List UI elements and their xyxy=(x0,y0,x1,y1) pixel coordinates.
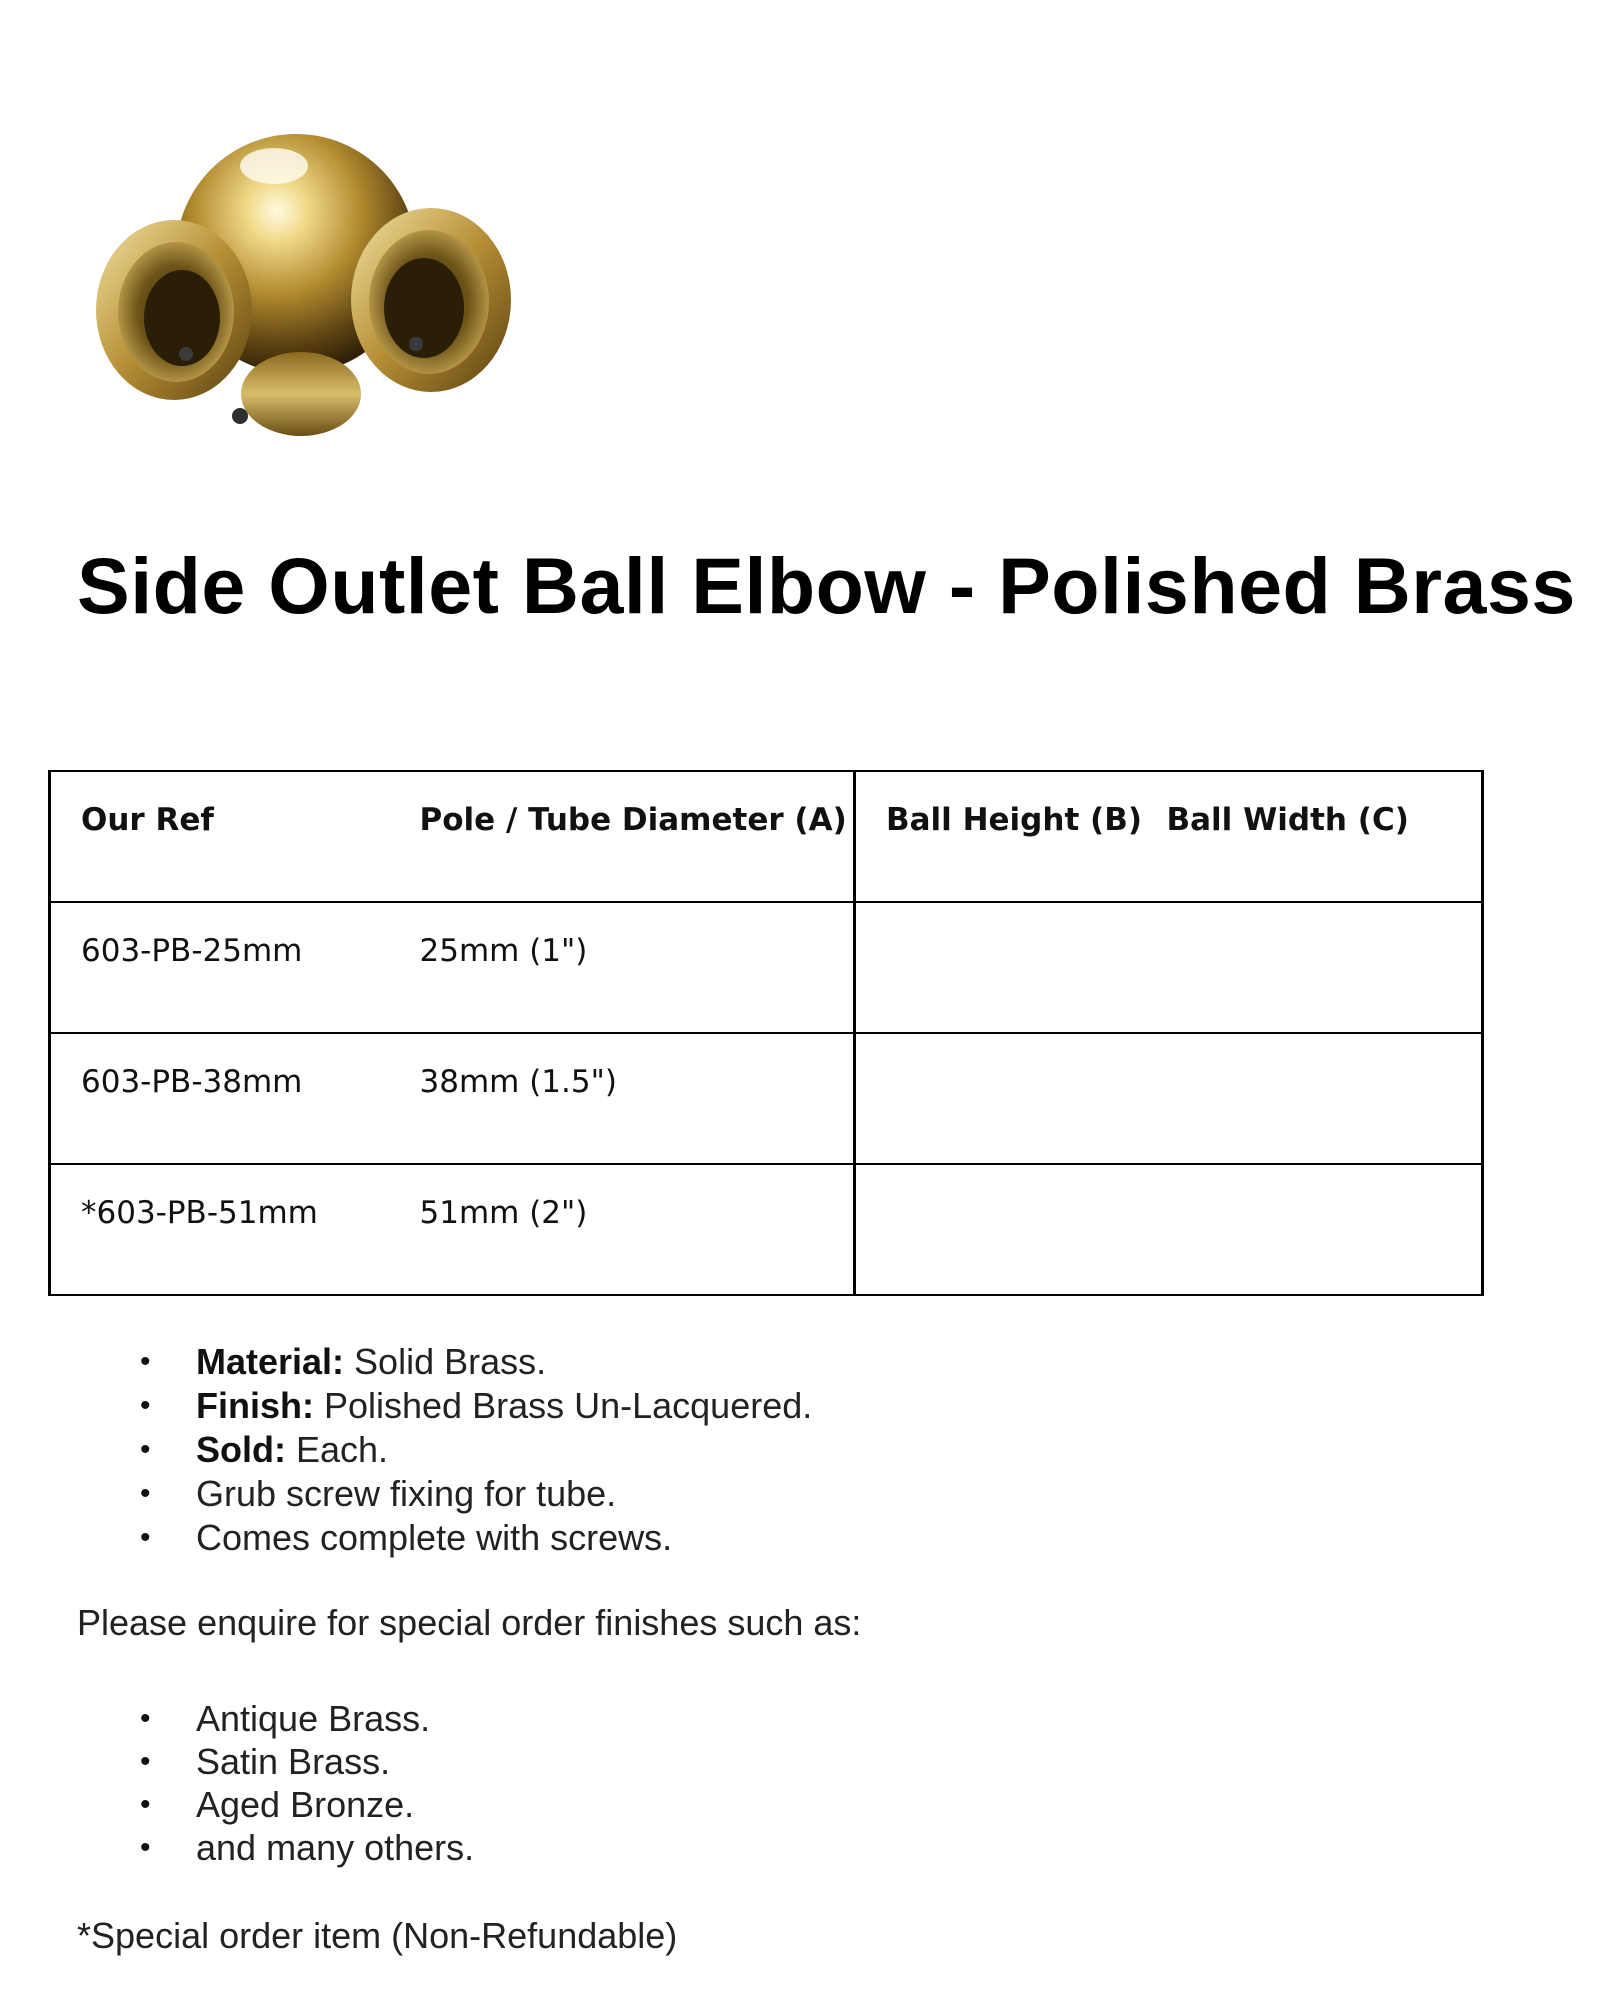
list-item: • Antique Brass. xyxy=(196,1697,474,1740)
product-image xyxy=(96,104,512,452)
finishes-list xyxy=(150,1697,474,1869)
header-ball-width: Ball Width (C) xyxy=(1137,771,1483,902)
feature-label: Material: xyxy=(196,1341,345,1382)
header-our-ref: Our Ref xyxy=(50,771,390,902)
list-item xyxy=(196,1428,812,1472)
feature-label: Finish: xyxy=(196,1385,314,1426)
cell-ball-height xyxy=(855,902,1137,1033)
feature-text: Grub screw fixing for tube. xyxy=(196,1473,617,1514)
page-title: Side Outlet Ball Elbow - Polished Brass xyxy=(77,541,1576,630)
table-row xyxy=(50,1033,1483,1164)
cell-ref: 603-PB-25mm xyxy=(50,902,390,1033)
list-item: • Satin Brass. xyxy=(196,1740,474,1783)
feature-text: Polished Brass Un-Lacquered. xyxy=(313,1385,813,1426)
cell-ball-width xyxy=(1137,1164,1483,1295)
features-list xyxy=(150,1340,812,1560)
cell-diameter: 38mm (1.5") xyxy=(390,1033,855,1164)
list-item xyxy=(196,1472,812,1516)
feature-text: Solid Brass. xyxy=(344,1341,547,1382)
footnote: *Special order item (Non-Refundable) xyxy=(77,1915,678,1956)
list-item: • and many others. xyxy=(196,1826,474,1869)
cell-diameter: 25mm (1") xyxy=(390,902,855,1033)
feature-text: Comes complete with screws. xyxy=(196,1517,673,1558)
cell-ball-width xyxy=(1137,1033,1483,1164)
feature-label: Sold: xyxy=(196,1429,286,1470)
table-header-row xyxy=(50,771,1483,902)
table-row xyxy=(50,902,1483,1033)
list-item xyxy=(196,1340,812,1384)
cell-diameter: 51mm (2") xyxy=(390,1164,855,1295)
cell-ball-height xyxy=(855,1164,1137,1295)
spec-table xyxy=(48,770,1484,1296)
header-ball-height: Ball Height (B) xyxy=(855,771,1137,902)
enquire-text: Please enquire for special order finishes such as: xyxy=(77,1602,862,1643)
cell-ref: 603-PB-38mm xyxy=(50,1033,390,1164)
cell-ball-height xyxy=(855,1033,1137,1164)
cell-ref: *603-PB-51mm xyxy=(50,1164,390,1295)
list-item: • Aged Bronze. xyxy=(196,1783,474,1826)
brass-ball-elbow-image xyxy=(96,104,512,452)
table-row xyxy=(50,1164,1483,1295)
list-item xyxy=(196,1384,812,1428)
cell-ball-width xyxy=(1137,902,1483,1033)
header-tube-diameter: Pole / Tube Diameter (A) xyxy=(390,771,855,902)
feature-text: Each. xyxy=(285,1429,389,1470)
list-item xyxy=(196,1516,812,1560)
